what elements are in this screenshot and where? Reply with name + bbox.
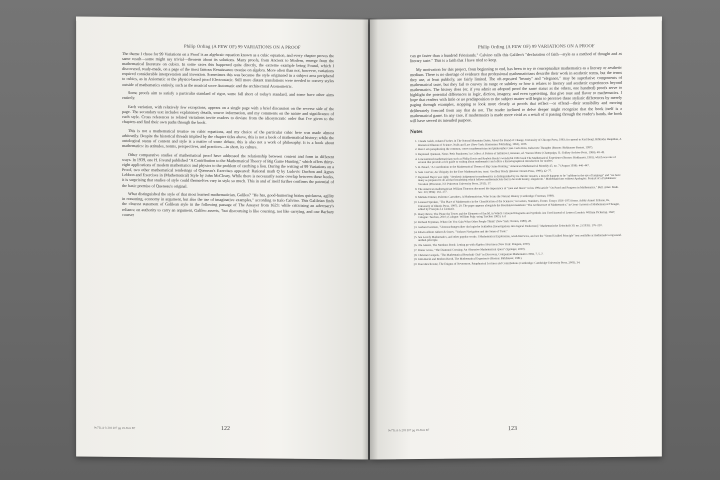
left-paragraph: This is not a mathematical treatise on cubic equations, and my choice of the particular cubic here was made almost arbitrarily. Despite the historical threads implied by the chapter titles above, this is not a book of mathematical history; while the ontological status of content and style is a matter of some debate, this is also not a work of philosophy. It is a book about mathematics: its attitudes, norms, perspectives, and practices—in short, its culture.: [122, 128, 334, 150]
note-item: 11. Harry Bruce, The Pirate the Tower and the Elements of Euclid, in Which Coloured Diagrams and Symbols Are Used Instead of Letters (London: William Pickering, 1847; Cologne: Taschen, 2010; (Cologne: William Pulp: using Taschen 1985), n.d.: [418, 211, 622, 220]
note-item: 3. Raymond Queneau, Notes 'Petit Pandosten,' in Collect: A Pattern of Infinitive Literature, ed. Warren Motte (Champaign, IL: Dalkey Archive Press, 1986), 48–49.: [418, 151, 622, 157]
left-paragraph: Other comparative studies of mathematical proof have addressed the relationship between content and form in different ways. In 1939, one H. Freund published "A Contribution to the Mathematical Theory of Big Game Hunting," which offers thirty-eight applications of modern mathematics and physics to the problem of catching a lion. During the writing of 99 Variations on a Proof, two other mathematical renderings of Queneau's Exercises appeared: Rational math Q by Ludovic Duchon and Agnes Lebbon and Exercises in (Mathematical) Style by John McCleary. While there is necessarily some overlap between these books, it is surprising that studies of style could themselves vary in style so much. This in and of itself further confirms the potential of the basic premise of Queneau's original.: [122, 151, 334, 189]
left-page-number: 122: [221, 425, 230, 433]
note-item: 9. Michele Emmer, Palermo Carruthers, A Mathematician, Who Scans the Natural History (Cambridge: Freeman, 1989).: [418, 194, 622, 200]
right-paragraph: My motivation for this project, from beginning to end, has been to try to conceptualize mathematics as a literary or aesthetic medium. There is no shortage of evidence that professional mathematicians describe their work in aesthetic terms, but the terms they use, at least publicly, are fairly limited. The oft-repeated "beauty" and "elegance," may be superlative components of mathematical taste, but they fail to convey its range or subtlety or how it relates to literary and aesthetic experiences beyond mathematics. The history does (or, if you admit an adopted proof the same status as the others, one hundred) proofs serve to highlight the potential differences in logic, diction, imagery, and even typesetting, that give tone and flavor to mathematics. I hope that readers with little or no predisposition to the subject matter will begin to perceive these stylistic differences by merely paging through examples, stopping to look more closely at proofs that reflect—or offend—their sensibility and moving deliberately forward from any that do not. The reader inclined to delve deeper might recognize that the book itself is a mathematical game. In any case, if mathematics is made more vivid as a result of it passing through the reader's hands, the book will have served its intended purpose.: [410, 64, 622, 123]
right-page: [370, 16, 662, 459]
left-paragraph: The theme I chose for 99 Variations on a Proof is an algebraic equation known as a cubic equation, and every chapter proves the same result—some might say trivial—theorem about its solutions. Many proofs, from Ancient to Modern, emerge from the mathematical literature on cubics. In some cases this happened quite directly, the extreme example being Found, which I discovered, ready-made, on a page of the most famous Renaissance treatise on algebra. More often than not, however, variations required considerable interpretation and invention. Sometimes this was because the style originated in a subject area peripheral to cubics, as in Axiomatic or the physics-based proof Electrostatic. Still more distant translations were needed to convey styles outside of mathematics entirely, such as the musical score Automatic and the architectural Axonometric.: [122, 50, 334, 89]
note-item: 7. Raymond Bayer was right: "Aesthetic judgement in mathematics is distinguished by its chronic tension, a muscle happens to be "sublime in the eye of language" and "we have many as prepared to do all that broadening which follows mathematicians feel to be truth beauty, eleganceto." Mathematicians without Apologies: Portrait of a Problematic Vocation (Princeton, NJ: Princeton University Press, 2015), 17.: [418, 174, 622, 187]
right-body-text: [410, 51, 622, 268]
note-item: 1. Claude Galeb, Johann Fischer, in The Natural Mountain Dame, About the Brand of Change, University of Chicago Press, 1983; for spread to Karl Benjl, Bibliothe Haupldun, A Historical Illusion of Science, Nulls and Law (New York: Harmonies Publishing, 1963), 1186.: [418, 138, 622, 147]
left-paragraph: Each variation, with relatively few exceptions, appears on a single page with a brief discussion on the reverse side of the page. The secondary text includes explanatory details, source information, and my comments on the nature and significance of each style. Cross references to related variations invite readers to deviate from the idiosyncratic order that I've given to the chapters and find their own paths through the book.: [122, 104, 334, 126]
left-paragraph: Some proofs aim to satisfy a particular standard of rigor, some fall short of today's standard, and some have other aims entirely.: [122, 90, 334, 101]
note-item: 6. Sam Coerver, An Ubiquity for the Ever Mathematician, trans. Geoffrey Brady (Boston: Dream Press, 1996), 42–77.: [418, 169, 622, 175]
note-item: 16. Ola Ameen, The Numbers Book: Letting go with Algebra Structures (New York: Penguin, 2000).: [418, 242, 622, 248]
note-item: 12. Richard Feynman, Where Do You Gain What Other People Think? (New York: Norton, 1988), 28.: [418, 219, 622, 225]
left-imprint: 9v7Ts.A·b 203 207 pg 19-56.6 B7: [94, 425, 136, 431]
note-item: 8. The American mathematician William Thurston discussed the importance of "tone and flavor" in his 1994 article "On Proof and Progress in Mathematics," Bull. Amer. Math. Soc. 30 (1994): 161–177.: [418, 186, 622, 195]
note-item: 4. I encountered mathematicians such as Philip Davis and Reuben Hersh's wonderful 1981 book The Mathematical Experience (Boston: Birkhauser, 1981), which was one of several that provide a rich guide to writing about mathematics and offers a historiographical introduction for readers.: [418, 156, 622, 165]
note-item: 2. Here I am paraphrasing the common, correct mathematician and philosopher Gian-Carlo Rota, Indiscrete Thoughts (Boston: Birkhauser Boston, 1997).: [418, 146, 622, 152]
left-paragraph: What distinguished the style of that most learned mathematician, Galileo? "He has, good-humoring brains quickness, agility in reasoning, economy in argument, but also the use of imaginative examples," according to Italo Calvino. This Galileian finds the clearest statement of Galilean style in the following passage of The Assayer from 1623: while criticizing an adversary's reliance on authority to carry an argument, Galileo asserts, "but discoursing is like coursing, not like carrying, and one Barbary courser: [122, 191, 334, 217]
left-page-edge: [76, 20, 77, 459]
open-book: [76, 18, 662, 468]
note-item: 10. Leonard Sproken, "The Place of Mathematics in the Classification of the Sciences," in Letters, Numbers, Forms: Essays 1926–1973 (trans. Ashby Annett Erikson, Ils, University of Illinois Press, 1997), 29. The paper appears alongside the Bourbakist manifesto "The Architecture of Mathematics," in Great Currents of Mathematical Thought, edited by François Le Lionnais.: [418, 199, 622, 212]
note-item: 13. Gerhard Gentzen, "Untersuchungen über das logische Schließen [Investigations into logical Deduction]," Mathematische Zeitschrift 39, no. 2 (1935): 176–210.: [418, 224, 622, 230]
note-item: 5. H. Pétard, "A Contribution to the Mathematical Theory of Big Game Hunting," American Mathematical Monthly 45, no. 7 (August 1938): 446–447.: [418, 164, 622, 170]
note-item: 14. Edwin Abbott Abbott & Stroes, "Yodawn Navigation and the Sense of Taste.": [418, 229, 622, 235]
note-item: 18. Christian Goepels, "The Mathematical Bourbaki Club" in Discovery, Companion Mathematics 1982, 7, 5–7.: [418, 251, 622, 257]
left-running-head: Philip Ording (A FEW OF) 99 VARIATIONS ON A PROOF: [184, 43, 301, 50]
note-item: 19. John Hersh and Reuben Hersh, The Mathematical Experience (Boston: Birkhäuser, 1981).: [418, 256, 622, 262]
book-gutter: [362, 18, 378, 460]
note-item: 15. See Lovely Mathematics, and other popular works. I Mathematical Exploration, wnsh.fitnt/wws, and see the "Sound Unified Principle" text available at mathematics.org/sound-unified-principle.: [418, 233, 622, 242]
right-running-head: Philip Ording (A FEW OF) 99 VARIATIONS ON A PROOF: [478, 43, 595, 50]
note-item: 17. Dieter Gruss, "The Diamond Crossing: An Obsessive Mathematical Quest" (Springer, 2000).: [418, 247, 622, 253]
notes-list: [410, 138, 622, 267]
right-imprint: 9v7Ts.A·b 203 207 pg 19-56.6 B7: [388, 427, 430, 433]
left-page: [76, 16, 368, 459]
note-item: 20. Dan Hirschowitz, The Enigma of Nevermore, Pataphysical Lectures and Contributions (Cambridge: Cambridge University Press, 2003), 34.: [418, 261, 622, 267]
right-paragraph: can go faster than a hundred Friesiands." Calvino calls this Galileo's "declaration of faith—style as a method of thought and as literary taste." This is a faith that I have tried to keep.: [410, 50, 622, 64]
notes-heading: Notes: [410, 128, 423, 135]
left-body-text: [122, 51, 334, 223]
right-page-edge: [661, 20, 662, 459]
right-page-number: 123: [508, 425, 517, 433]
